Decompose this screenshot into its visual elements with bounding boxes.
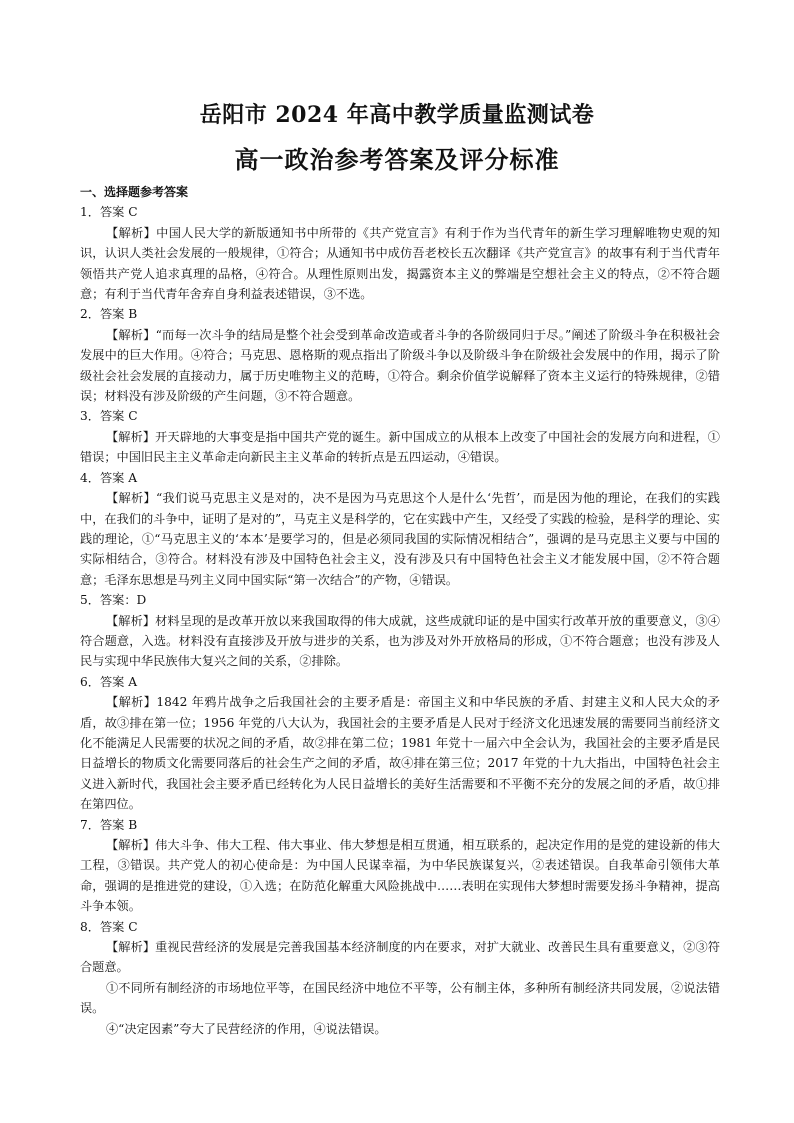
answer-label: 6．答案 A: [80, 674, 137, 689]
answer-label: 1．答案 C: [80, 205, 138, 220]
explanation-paragraph: 【解析】中国人民大学的新版通知书中所带的《共产党宣言》有利于作为当代青年的新生学习理解唯物史观的知识，认识人类社会发展的一般规律，①符合；从通知书中成仿吾老校长五次翻译《共产党宣言》的故事有利于当代青年领悟共产党人追求真理的品格，④符合。从理性原则出发，揭露资本主义的弊端是空想社会主义的特点，②不符合题意；有利于当代青年舍弃自身利益表述错误，③不选。: [80, 225, 720, 302]
answer-label: 4．答案 A: [80, 470, 137, 485]
answer-label: 5．答案：D: [80, 593, 147, 608]
question-7: [80, 815, 720, 917]
question-2: [80, 304, 720, 406]
explanation-paragraph: 【解析】“我们说马克思主义是对的，决不是因为马克思这个人是什么‘先哲’，而是因为他的理论，在我们的实践中，在我们的斗争中，证明了是对的”，马克主义是科学的，它在实践中产生，又经受了实践的检验，是科学的理论、实践的理论，①“马克思主义的‘本本’是要学习的，但是必须同我国的实际情况相结合”，强调的是马克思主义要与中国的实际相结合，③符合。材料没有涉及中国特色社会主义，没有涉及只有中国特色社会主义才能发展中国，②不符合题意；毛泽东思想是马列主义同中国实际“第一次结合”的产物，④错误。: [80, 491, 720, 587]
question-5: [80, 590, 720, 672]
question-3: [80, 406, 720, 467]
explanation-paragraph: 【解析】材料呈现的是改革开放以来我国取得的伟大成就，这些成就印证的是中国实行改革开放的重要意义，③④符合题意，入选。材料没有直接涉及开放与进步的关系，也为涉及对外开放格局的形成，①不符合题意；也没有涉及人民与实现中华民族伟大复兴之间的关系，②排除。: [80, 613, 720, 669]
explanation-paragraph: 【解析】开天辟地的大事变是指中国共产党的诞生。新中国成立的从根本上改变了中国社会的发展方向和进程，①错误；中国旧民主主义革命走向新民主主义革命的转折点是五四运动，④错误。: [80, 429, 720, 465]
answer-label: 8．答案 C: [80, 919, 138, 934]
answer-label: 2．答案 B: [80, 307, 138, 322]
question-8: [80, 917, 720, 1039]
question-1: [80, 202, 720, 304]
explanation-paragraph: ①不同所有制经济的市场地位平等，在国民经济中地位不平等，公有制主体，多种所有制经济共同发展，②说法错误。: [80, 980, 720, 1016]
explanation-paragraph: 【解析】重视民营经济的发展是完善我国基本经济制度的内在要求，对扩大就业、改善民生具有重要意义，②③符合题意。: [80, 940, 720, 975]
question-6: [80, 672, 720, 815]
explanation-paragraph: 【解析】伟大斗争、伟大工程、伟大事业、伟大梦想是相互贯通，相互联系的，起决定作用的是党的建设新的伟大工程，③错误。共产党人的初心使命是：为中国人民谋幸福，为中华民族谋复兴，②表述错误。自我革命引领伟大革命，强调的是推进党的建设，①入选；在防范化解重大风险挑战中……表明在实现伟大梦想时需要发扬斗争精神，提高斗争本领。: [80, 838, 720, 914]
explanation-paragraph: ④“决定因素”夸大了民营经济的作用，④说法错误。: [106, 1021, 387, 1036]
section-heading: 一、选择题参考答案: [80, 185, 189, 199]
question-4: [80, 468, 720, 590]
answer-label: 7．答案 B: [80, 817, 138, 832]
document-title: 岳阳市 2024 年高中教学质量监测试卷: [199, 102, 595, 128]
explanation-paragraph: 【解析】1842 年鸦片战争之后我国社会的主要矛盾是：帝国主义和中华民族的矛盾、封建主义和人民大众的矛盾，故③排在第一位；1956 年党的八大认为，我国社会的主要矛盾是人民对于经济文化迅速发展的需要同当前经济文化不能满足人民需要的状况之间的矛盾，故②排在第二位；1981 年党十一届六中全会认为，我国社会的主要矛盾是民日益增长的物质文化需要同落后的社会生产之间的矛盾，故④排在第三位；2017 年党的十九大指出，中国特色社会主义进入新时代，我国社会主要矛盾已经转化为人民日益增长的美好生活需要和不平衡不充分的发展之间的矛盾，故①排在第四位。: [80, 695, 720, 812]
explanation-paragraph: 【解析】“而每一次斗争的结局是整个社会受到革命改造或者斗争的各阶级同归于尽。”阐述了阶级斗争在积极社会发展中的巨大作用。④符合；马克思、恩格斯的观点指出了阶级斗争以及阶级斗争在阶级社会发展中的作用，揭示了阶级社会社会发展的直接动力，属于历史唯物主义的范畴，①符合。剩余价值学说解释了资本主义运行的特殊规律，②错误；材料没有涉及阶级的产生问题，③不符合题意。: [80, 327, 720, 404]
answer-label: 3．答案 C: [80, 409, 138, 424]
answer-content: [80, 182, 720, 1039]
document-subtitle: 高一政治参考答案及评分标准: [234, 145, 560, 174]
